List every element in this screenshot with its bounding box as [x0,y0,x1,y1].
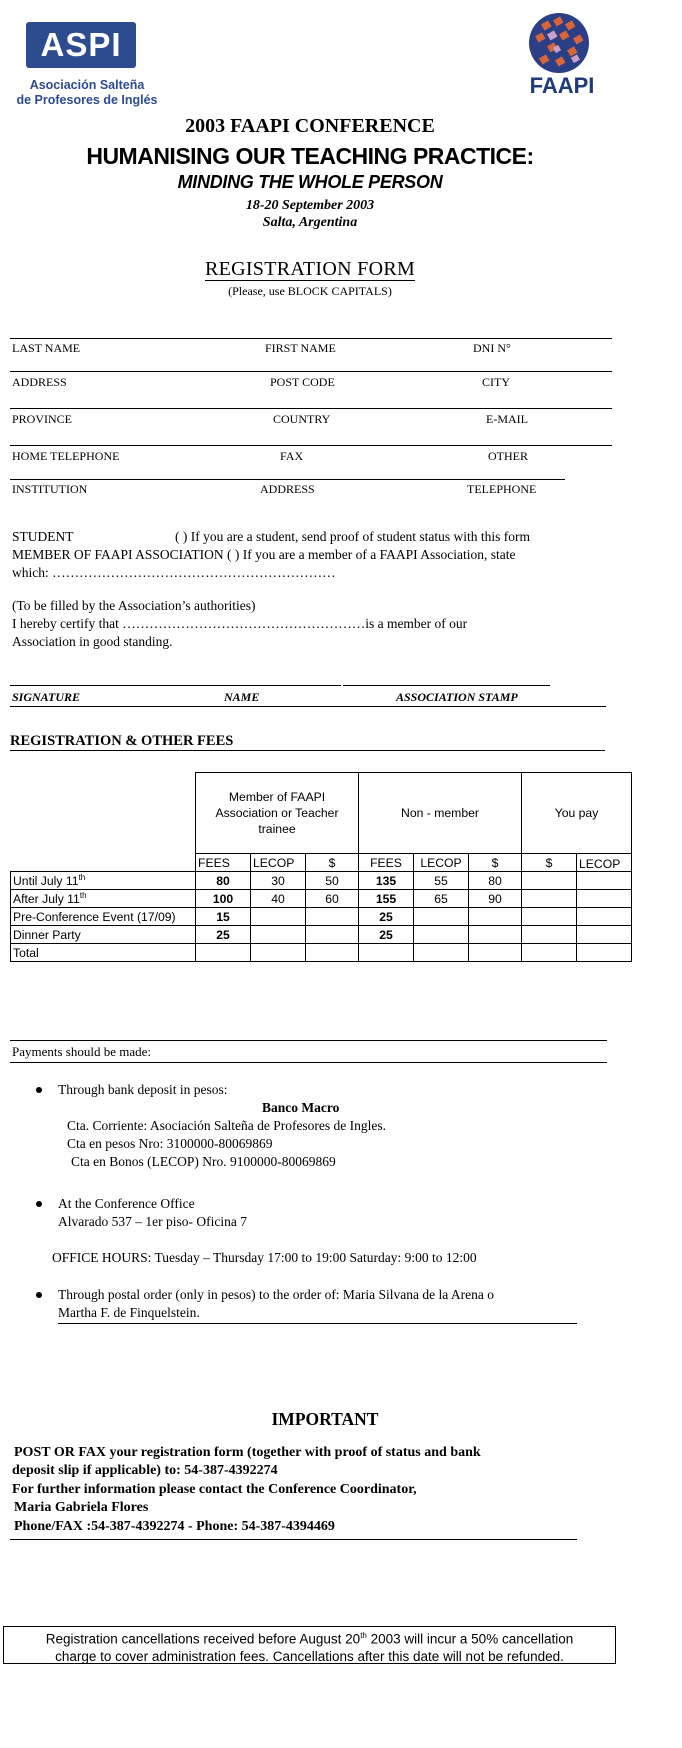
total-cell[interactable] [306,944,359,962]
total-cell[interactable] [251,944,306,962]
nonmember-fees-cell: 25 [359,926,414,944]
total-cell[interactable] [522,944,577,962]
cancellation-line-1: Registration cancellations received before August 20th 2003 will incur a 50% cancellation [45,1631,574,1647]
col-you-pay-lecop: LECOP [577,854,632,872]
authorities-note: (To be filled by the Association’s authorities) [12,598,256,613]
faapi-logo-text: FAAPI [529,73,595,98]
first-name-label[interactable]: FIRST NAME [265,341,336,355]
col-dollar: $ [306,854,359,872]
col-fees: FEES [359,854,414,872]
divider [10,445,612,446]
table-corner [11,854,196,872]
payments-heading: Payments should be made: [12,1044,152,1059]
office-intro: At the Conference Office [58,1196,195,1211]
member-fees-cell: 80 [196,872,251,890]
nonmember-lecop-cell [414,926,469,944]
association-stamp-label[interactable]: ASSOCIATION STAMP [396,690,518,704]
nonmember-fees-cell: 25 [359,908,414,926]
member-header: Member of FAAPI Association or Teacher trainee [196,773,359,854]
you-pay-dollar-cell[interactable] [522,872,577,890]
aspi-subtitle-line-2: de Profesores de Inglés [16,93,158,107]
table-row [11,872,632,890]
nonmember-dollar-cell [469,926,522,944]
email-label[interactable]: E-MAIL [486,412,528,426]
you-pay-dollar-cell[interactable] [522,890,577,908]
fax-label[interactable]: FAX [280,449,304,463]
conference-dates: 18-20 September 2003 [245,198,375,213]
name-label[interactable]: NAME [224,690,260,704]
nonmember-lecop-cell [414,908,469,926]
address-label[interactable]: ADDRESS [12,375,67,389]
table-row [11,908,632,926]
total-cell[interactable] [359,944,414,962]
member-dollar-cell: 60 [306,890,359,908]
city-label[interactable]: CITY [482,375,510,389]
other-label[interactable]: OTHER [488,449,528,463]
institution-telephone-label[interactable]: TELEPHONE [467,482,537,496]
nonmember-fees-cell: 155 [359,890,414,908]
member-fees-cell: 100 [196,890,251,908]
member-fees-cell: 15 [196,908,251,926]
aspi-subtitle-line-1: Asociación Salteña [29,78,145,92]
divider [10,408,612,409]
conference-place: Salta, Argentina [262,215,358,230]
faapi-globe-icon [528,12,590,74]
important-line-2: deposit slip if applicable) to: 54-387-4392274 [12,1463,278,1478]
table-row [11,926,632,944]
divider [10,1062,607,1063]
province-label[interactable]: PROVINCE [12,412,73,426]
form-title: REGISTRATION FORM [204,258,416,280]
student-checkbox-text[interactable]: ( ) If you are a student, send proof of student status with this form [175,529,531,544]
member-lecop-cell [251,926,306,944]
postal-order-line-1: Through postal order (only in pesos) to the order of: Maria Silvana de la Arena o [58,1287,495,1302]
important-line-1: POST OR FAX your registration form (together with proof of status and bank [14,1445,481,1460]
important-title: IMPORTANT [271,1409,379,1429]
col-you-pay-dollar: $ [522,854,577,872]
cancellation-line-2: charge to cover administration fees. Cancellations after this date will not be refunded. [55,1648,564,1664]
nonmember-lecop-cell: 65 [414,890,469,908]
home-telephone-label[interactable]: HOME TELEPHONE [12,449,120,463]
member-dollar-cell: 50 [306,872,359,890]
bank-account-line-2: Cta en pesos Nro: 3100000-80069869 [67,1136,273,1151]
bank-name: Banco Macro [262,1100,340,1115]
divider [343,685,550,686]
nonmember-fees-cell: 135 [359,872,414,890]
nonmember-dollar-cell: 80 [469,872,522,890]
you-pay-header: You pay [522,773,632,854]
office-hours: OFFICE HOURS: Tuesday – Thursday 17:00 to 19:00 Saturday: 9:00 to 12:00 [52,1250,477,1265]
divider [10,685,341,686]
total-cell[interactable] [414,944,469,962]
divider [10,1040,607,1041]
col-lecop: LECOP [251,854,306,872]
divider [10,706,606,707]
member-checkbox-text[interactable]: MEMBER OF FAAPI ASSOCIATION ( ) If you are a member of a FAAPI Association, state [12,547,516,562]
member-fees-cell: 25 [196,926,251,944]
fees-table [10,772,632,962]
certify-text[interactable]: I hereby certify that ………………………………………………is a member of our [12,616,468,631]
col-fees: FEES [196,854,251,872]
institution-label[interactable]: INSTITUTION [12,482,88,496]
total-cell[interactable] [577,944,632,962]
country-label[interactable]: COUNTRY [273,412,331,426]
aspi-logo: ASPI [26,22,136,68]
important-line-4: Maria Gabriela Flores [14,1500,149,1515]
nonmember-lecop-cell: 55 [414,872,469,890]
divider [10,371,612,372]
dni-label[interactable]: DNI N° [473,341,511,355]
bullet-icon [36,1201,42,1207]
you-pay-lecop-cell[interactable] [577,908,632,926]
you-pay-lecop-cell[interactable] [577,890,632,908]
postal-order-line-2: Martha F. de Finquelstein. [58,1305,200,1320]
office-address: Alvarado 537 – 1er piso- Oficina 7 [58,1214,247,1229]
aspi-subtitle [12,78,162,108]
bank-account-line-1: Cta. Corriente: Asociación Salteña de Profesores de Ingles. [67,1118,387,1133]
conference-title: 2003 FAAPI CONFERENCE [185,115,435,137]
member-lecop-cell: 30 [251,872,306,890]
post-code-label[interactable]: POST CODE [270,375,335,389]
divider [58,1323,577,1324]
row-label: Dinner Party [11,926,196,944]
table-row [11,944,632,962]
table-corner [11,773,196,854]
member-lecop-cell [251,908,306,926]
member-lecop-cell: 40 [251,890,306,908]
row-label: Pre-Conference Event (17/09) [11,908,196,926]
total-cell[interactable] [196,944,251,962]
institution-address-label[interactable]: ADDRESS [260,482,315,496]
form-note: (Please, use BLOCK CAPITALS) [228,284,392,298]
bank-intro: Through bank deposit in pesos: [58,1082,228,1097]
table-row [11,890,632,908]
col-dollar: $ [469,854,522,872]
nonmember-dollar-cell [469,908,522,926]
row-label: After July 11th [11,890,196,908]
divider [10,750,605,751]
col-lecop: LECOP [414,854,469,872]
member-dollar-cell [306,908,359,926]
divider [10,479,565,480]
you-pay-lecop-cell[interactable] [577,926,632,944]
cancellation-notice [3,1626,616,1664]
row-label: Total [11,944,196,962]
important-line-3: For further information please contact the Conference Coordinator, [12,1482,417,1497]
you-pay-lecop-cell[interactable] [577,872,632,890]
bullet-icon [36,1087,42,1093]
student-label: STUDENT [12,529,74,544]
good-standing-text: Association in good standing. [12,634,173,649]
you-pay-dollar-cell[interactable] [522,926,577,944]
last-name-label[interactable]: LAST NAME [12,341,81,355]
bank-account-line-3: Cta en Bonos (LECOP) Nro. 9100000-80069869 [71,1154,336,1169]
signature-label[interactable]: SIGNATURE [12,690,81,704]
divider [10,1539,577,1540]
you-pay-dollar-cell[interactable] [522,908,577,926]
member-dollar-cell [306,926,359,944]
nonmember-dollar-cell: 90 [469,890,522,908]
nonmember-header: Non - member [359,773,522,854]
conference-theme: HUMANISING OUR TEACHING PRACTICE: [86,143,534,169]
total-cell[interactable] [469,944,522,962]
bullet-icon [36,1292,42,1298]
association-which[interactable]: which: ……………………………………………………… [12,565,336,580]
fees-heading: REGISTRATION & OTHER FEES [10,733,234,749]
row-label: Until July 11th [11,872,196,890]
divider [10,338,612,339]
important-line-5: Phone/FAX :54-387-4392274 - Phone: 54-387-4394469 [14,1519,335,1534]
conference-subtheme: MINDING THE WHOLE PERSON [177,172,443,192]
